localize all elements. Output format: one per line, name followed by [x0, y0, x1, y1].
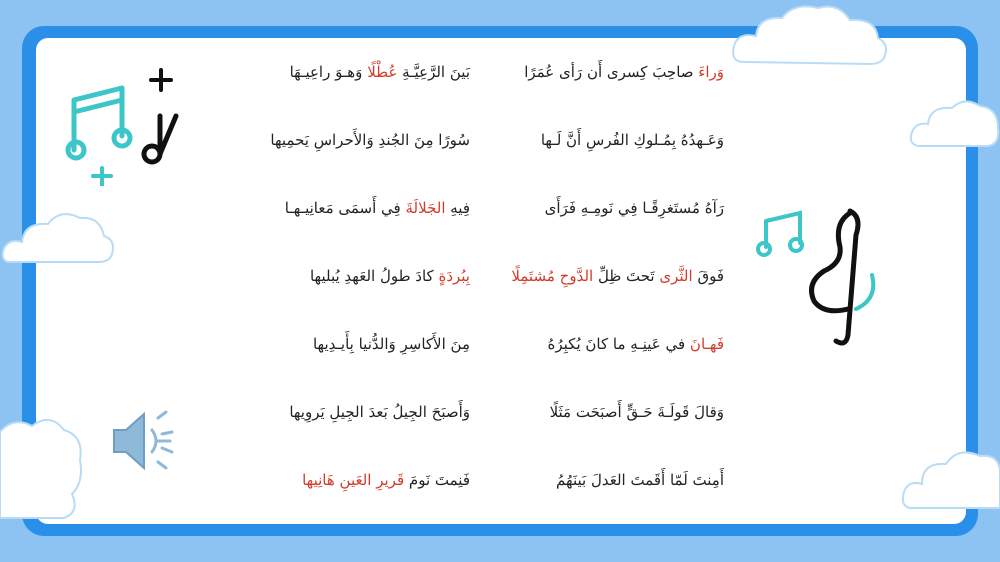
verse-text: وَأَصبَحَ الجِيلُ بَعدَ الجِيلِ يَروِيها [289, 403, 470, 421]
highlighted-word: فَهـانَ [689, 335, 724, 353]
speaker-icon[interactable] [110, 408, 180, 478]
highlighted-word: وَراءَ [698, 63, 724, 81]
verse-text: تَحتَ ظِلِّ [593, 267, 660, 285]
verse-text: بَينَ الرَّعِيَّـةِ [397, 63, 470, 81]
music-notes-icon [58, 64, 188, 190]
verse-text: وَعَـهدُهُ بِمُـلوكِ الفُرسِ أَنَّ لَـها [540, 131, 724, 149]
verse-text: فَوقَ [692, 267, 724, 285]
verse-text: سُورًا مِنَ الجُندِ وَالأَحراسِ يَحمِيها [270, 131, 470, 149]
verse-text: صاحِبَ كِسرى أَن رَأى عُمَرًا [524, 63, 699, 81]
highlighted-word: بِبُردَةٍ [438, 267, 470, 285]
highlighted-word: قَريرِ العَينِ هَانِيها [302, 471, 405, 489]
verse-text: فِيهِ [445, 199, 470, 217]
verse-text: أَمِنتَ لَمّا أَقَمتَ العَدلَ بَينَهُمُ [556, 471, 724, 489]
verse-text: وَهـوَ راعِيـهَا [289, 63, 368, 81]
verse-text: فِي أَسمَى مَعانِيـهـا [284, 199, 406, 217]
cloud-icon [0, 412, 84, 520]
highlighted-word: الثَّرى [659, 267, 693, 285]
highlighted-word: الجَلالَةَ [405, 199, 446, 217]
cloud-icon [900, 440, 1000, 510]
treble-clef-icon [752, 205, 892, 354]
verse-text: وَقالَ قَولَـةَ حَـقٍّ أَصبَحَت مَثَلًا [549, 403, 724, 421]
cloud-icon [730, 2, 890, 66]
highlighted-word: الدَّوحِ مُشتَمِلًا [511, 267, 594, 285]
cloud-icon [908, 96, 1000, 148]
cloud-icon [0, 206, 116, 264]
verse-text: مِنَ الأَكاسِرِ وَالدُّنيا بِأَيـدِيها [312, 335, 470, 353]
verse-text: فَنِمتَ نَومَ [404, 471, 470, 489]
verse-text: رَآهُ مُستَغرِقًـا فِي نَومِـهِ فَرَأَى [544, 199, 724, 217]
verse-text: كادَ طولُ العَهدِ يُبليها [309, 267, 439, 285]
highlighted-word: عُطْلًا [367, 63, 398, 81]
verse-text: في عَينِـهِ ما كانَ يُكبِرُهُ [547, 335, 690, 353]
